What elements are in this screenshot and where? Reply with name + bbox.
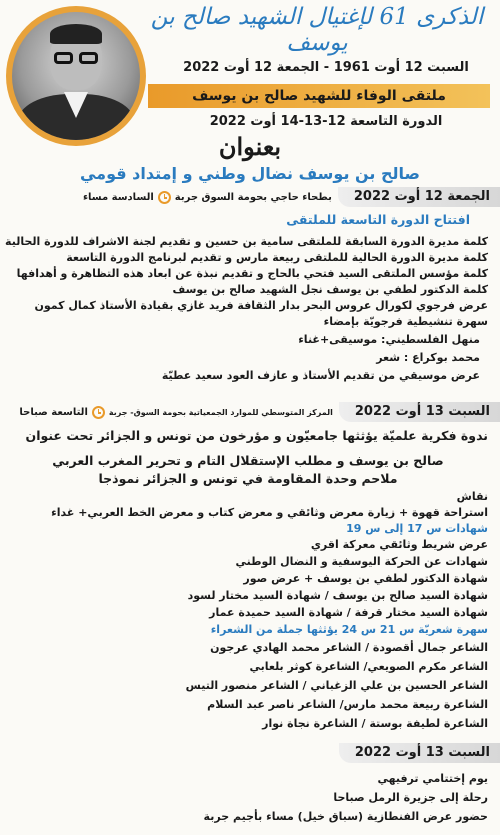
day2-line: سهرة شعريّة س 21 س 24 يؤثثها جملة من الشعراء [210,623,488,636]
day1-bar [8,187,500,207]
day2-line: استراحة قهوة + زيارة معرض وثائقي و معرض كتاب و معرض الخط العربي+ غداء [51,506,488,519]
day1-line: كلمة مؤسس الملتقى السيد فتحي بالحاج و تقديم نبذة عن ابعاد هذه التظاهرة و أهدافها [16,267,488,280]
day2-line: ملاحم وحدة المقاومة في تونس و الجزائر نموذجا [98,471,398,486]
portrait-frame [6,6,146,146]
day1-time: السادسة مساء [82,191,154,203]
day2-line: عرض شريط وثائقي معركة اقري [310,538,488,551]
clock-icon [92,406,105,419]
day3-bar [8,743,500,763]
day3-date: السبت 13 أوت 2022 [339,743,500,763]
day2-venue: المركز المتوسطي للموارد الجمعياتية بحومة السوق- جربة [108,407,333,417]
day3-line: حضور عرض الفنطازية (سباق خيل) مساء بأجيم جربة [203,810,488,823]
day1-line: عرض موسيقي من تقديم الأستاذ و عازف العود سعيد عطيّة [161,369,480,382]
day1-line: محمد بوكراع : شعر [376,351,480,364]
page-title: الذكرى 61 لإغتيال الشهيد صالح بن يوسف [150,4,484,56]
day1-line: كلمة مديرة الدورة السابقة للملتقى سامية بن حسين و تقديم لجنة الاشراف للدورة الحالية [5,235,488,248]
day2-time: التاسعة صباحا [19,406,88,418]
event-banner: ملتقى الوفاء للشهيد صالح بن يوسف [148,84,490,108]
day1-heading: افتتاح الدورة التاسعة للملتقى [286,212,470,227]
day2-line: ندوة فكرية علميّة يؤثثها جامعيّون و مؤرخون من تونس و الجزائر تحت عنوان [25,428,488,443]
commemoration-dates: السبت 12 أوت 1961 - الجمعة 12 أوت 2022 [183,60,469,75]
day2-line: الشاعرة لطيفة بوستة / الشاعرة نجاة نوار [262,717,488,730]
day2-line: شهادة الدكتور لطفي بن يوسف + عرض صور [243,572,488,585]
day2-line: صالح بن يوسف و مطلب الإستقلال التام و تحرير المغرب العربي [52,453,444,468]
day3-line: يوم إختتامي ترفيهي [377,772,488,785]
day1-line: منهل الفلسطيني: موسيقى+غناء [298,333,480,346]
day2-line: شهادات س 17 إلى س 19 [346,522,488,535]
day1-date: الجمعة 12 أوت 2022 [338,187,500,207]
day1-line: كلمة مديرة الدورة الحالية للملتقى ربيعة مارس و تقديم لبرنامج الدورة التاسعة [66,251,488,264]
portrait-photo [12,12,140,140]
title-label: بعنوان [218,132,282,161]
day2-line: الشاعر مكرم الصويعي/ الشاعرة كوثر بلعابي [249,660,488,673]
day2-line: نقاش [456,490,488,503]
clock-icon [158,191,171,204]
session-dates: الدورة التاسعة 12-13-14 أوت 2022 [209,114,443,129]
day2-line: شهادة السيد مختار قرفة / شهادة السيد حميدة عمار [209,606,488,619]
day2-date: السبت 13 أوت 2022 [339,402,500,422]
day2-bar [8,402,500,422]
day2-line: الشاعر جمال أقصودة / الشاعر محمد الهادي عرجون [210,641,488,654]
day3-line: رحلة إلى جزيرة الرمل صباحا [333,791,488,804]
day1-venue: بطحاء حاجي بحومة السوق جربة [174,191,332,203]
day2-line: شهادات عن الحركة اليوسفية و النضال الوطني [235,555,488,568]
day2-line: الشاعرة ربيعة محمد مارس/ الشاعر ناصر عبد السلام [207,698,488,711]
day1-line: عرض فرجوي لكورال عروس البحر بدار الثقافة فريد غازي بقيادة الأستاذ كمال كمون [34,299,488,312]
day1-line: كلمة الدكتور لطفي بن يوسف نجل الشهيد صالح بن يوسف [172,283,488,296]
event-subtitle: صالح بن يوسف نضال وطني و إمتداد قومي [79,164,421,183]
day2-line: الشاعر الحسين بن علي الزغباني / الشاعر منصور التيس [185,679,488,692]
day1-line: سهرة تنشيطية فرجويّة بإمضاء [323,315,488,328]
day2-line: شهادة السيد صالح بن يوسف / شهادة السيد مختار لسود [187,589,488,602]
